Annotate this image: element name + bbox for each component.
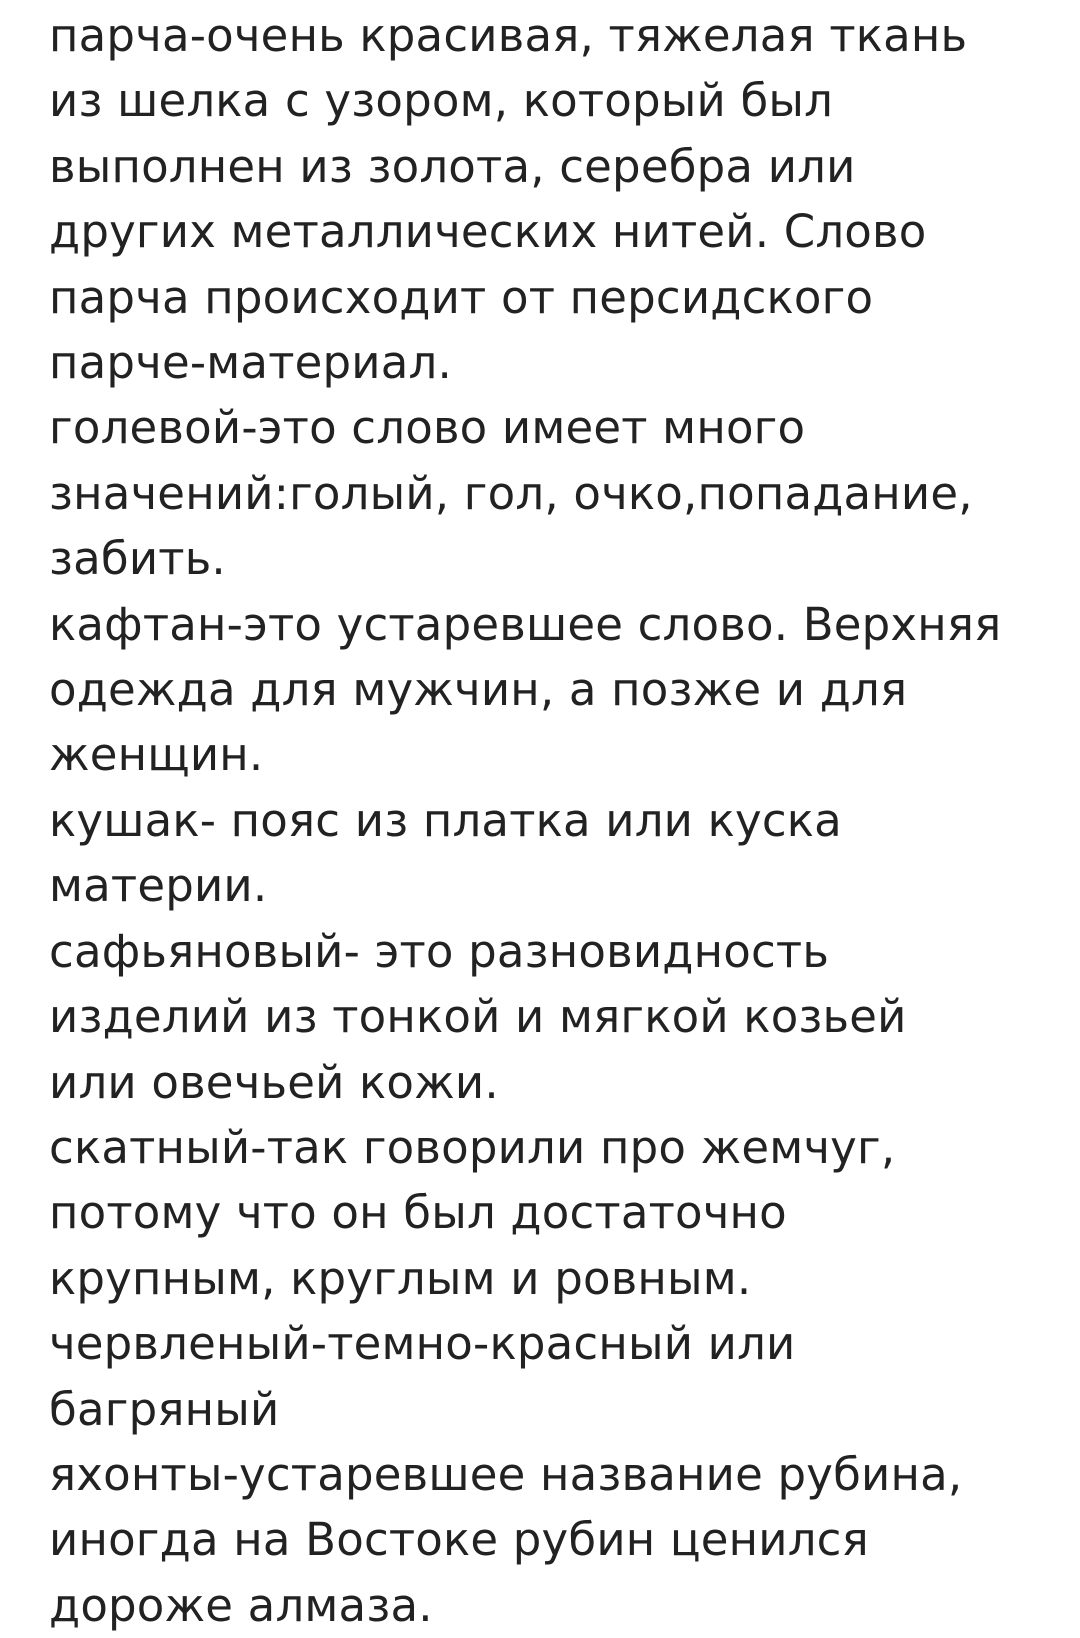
text-line: из шелка с узором, который был (49, 74, 834, 128)
text-line-kushak: кушак- пояс из платка или куска (49, 793, 842, 847)
text-line: парче-материал. (49, 336, 452, 390)
text-line: других металлических нитей. Слово (49, 205, 927, 259)
text-line-golevoy: голевой-это слово имеет много (49, 401, 806, 455)
text-line-kaftan: кафтан-это устаревшее слово. Верхняя (49, 597, 1002, 651)
text-line: дороже алмаза. (49, 1578, 433, 1632)
text-line: материи. (49, 859, 268, 913)
text-line-parcha: парча-очень красивая, тяжелая ткань (49, 9, 968, 62)
text-line: потому что он был достаточно (49, 1186, 787, 1240)
text-line-safyanovy: сафьяновый- это разновидность (49, 924, 830, 978)
text-line: багряный (49, 1382, 280, 1436)
text-line: выполнен из золота, серебра или (49, 139, 856, 193)
text-line: парча происходит от персидского (49, 270, 874, 324)
text-line: иногда на Востоке рубин ценился (49, 1513, 869, 1567)
text-line: забить. (49, 532, 226, 586)
text-line: значений:голый, гол, очко,попадание, (49, 466, 973, 520)
text-line: или овечьей кожи. (49, 1055, 499, 1109)
text-line: крупным, круглым и ровным. (49, 1251, 752, 1305)
text-line: изделий из тонкой и мягкой козьей (49, 990, 907, 1044)
text-line: одежда для мужчин, а позже и для (49, 663, 908, 717)
text-line: женщин. (49, 728, 264, 782)
document-text (49, 3, 1069, 1638)
text-line-skatny: скатный-так говорили про жемчуг, (49, 1120, 896, 1174)
text-line-chervleny: червленый-темно-красный или (49, 1317, 796, 1371)
text-line-yakhonty: яхонты-устаревшее название рубина, (49, 1447, 963, 1501)
